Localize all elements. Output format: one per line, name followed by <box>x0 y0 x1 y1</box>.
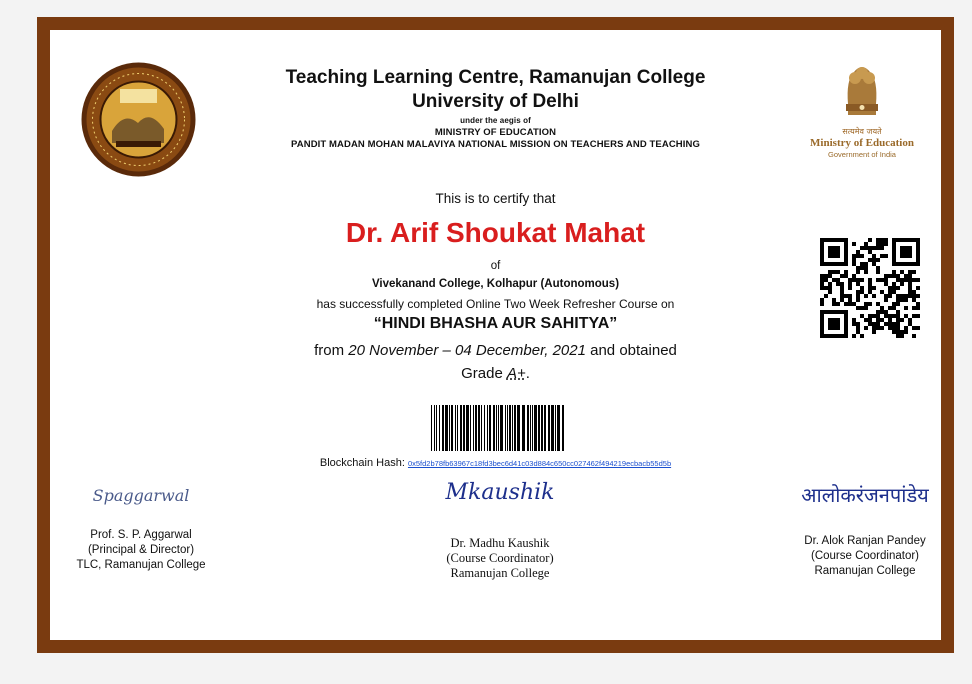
barcode-bar <box>555 405 556 451</box>
qr-module <box>900 334 904 338</box>
barcode-bar <box>507 405 508 451</box>
blockchain-hash-row <box>50 456 941 471</box>
barcode-bar <box>466 405 469 451</box>
qr-module <box>844 250 848 254</box>
qr-module <box>908 254 912 258</box>
course-title: “HINDI BHASHA AUR SAHITYA” <box>373 315 618 332</box>
signatory-name: Dr. Alok Ranjan Pandey <box>804 535 926 547</box>
certify-intro: This is to certify that <box>435 191 556 206</box>
of-label: of <box>490 260 501 272</box>
signatory-kaushik <box>425 474 575 581</box>
from-label: from <box>314 342 345 359</box>
qr-module <box>840 334 844 338</box>
barcode-bar <box>449 405 450 451</box>
barcode-bar <box>505 405 506 451</box>
qr-module <box>852 254 856 258</box>
barcode-bar <box>532 405 533 451</box>
ministry-emblem-logo <box>802 60 922 160</box>
qr-module <box>836 334 840 338</box>
signatory-org: Ramanujan College <box>450 566 550 580</box>
barcode-bar <box>489 405 491 451</box>
qr-module <box>884 254 888 258</box>
emblem-government: Government of India <box>828 150 896 159</box>
barcode-bar <box>522 405 525 451</box>
barcode-bar <box>534 405 537 451</box>
signatory-pandey <box>785 476 945 579</box>
barcode-bar <box>544 405 546 451</box>
qr-module <box>824 334 828 338</box>
header-title: Teaching Learning Centre, Ramanujan College <box>285 67 706 88</box>
barcode-bar <box>498 405 499 451</box>
barcode-bar <box>457 405 458 451</box>
qr-module <box>828 250 832 254</box>
barcode-bar <box>455 405 456 451</box>
qr-module <box>904 250 908 254</box>
barcode-bar <box>496 405 497 451</box>
signature-aggarwal: Spaggarwal <box>92 486 190 505</box>
barcode-bar <box>562 405 564 451</box>
qr-module <box>880 254 884 258</box>
grade-line <box>50 364 941 384</box>
qr-module <box>828 334 832 338</box>
obtained-label: and obtained <box>590 342 677 359</box>
barcode-bar <box>548 405 550 451</box>
header-aegis: under the aegis of <box>460 116 531 125</box>
qr-module <box>832 250 836 254</box>
signatory-role: (Principal & Director) <box>87 544 195 556</box>
signatory-org: TLC, Ramanujan College <box>76 559 206 571</box>
completion-statement: has successfully completed Online Two Week Refresher Course on <box>316 297 675 311</box>
blockchain-hash-link[interactable]: 0x5fd2b78fb63967c18fd3bec6d41c03d884c650cc027462f494219ecbacb55d5b <box>407 459 672 468</box>
barcode-bar <box>557 405 560 451</box>
recipient-institution: Vivekanand College, Kolhapur (Autonomous) <box>371 278 620 290</box>
barcode-bar <box>473 405 474 451</box>
qr-module <box>856 250 860 254</box>
qr-module <box>836 254 840 258</box>
hash-label: Blockchain Hash: <box>319 457 405 469</box>
barcode-bar <box>527 405 529 451</box>
qr-module <box>856 254 860 258</box>
barcode-bar <box>481 405 482 451</box>
barcode-bar <box>442 405 444 451</box>
qr-module <box>900 250 904 254</box>
qr-module <box>820 250 824 254</box>
qr-module <box>836 250 840 254</box>
header-ministry: MINISTRY OF EDUCATION <box>434 127 557 138</box>
signature-pandey: आलोकरंजनपांडेय <box>801 483 929 507</box>
barcode-bar <box>463 405 465 451</box>
barcode-bar <box>484 405 485 451</box>
barcode-bar <box>493 405 495 451</box>
qr-module <box>828 254 832 258</box>
qr-module <box>832 334 836 338</box>
barcode-bar <box>514 405 516 451</box>
certificate-body <box>50 30 941 640</box>
signatory-role: (Course Coordinator) <box>446 551 554 565</box>
grade-value: A+ <box>506 365 526 382</box>
qr-module <box>912 334 916 338</box>
course-dates: 20 November – 04 December, 2021 <box>348 342 586 359</box>
barcode-bar <box>530 405 531 451</box>
certificate-frame <box>37 17 954 653</box>
qr-module <box>868 250 872 254</box>
lion-capital-icon <box>840 60 884 122</box>
qr-module <box>916 250 920 254</box>
barcode-bar <box>551 405 554 451</box>
qr-module <box>820 334 824 338</box>
barcode <box>431 405 566 451</box>
barcode-bar <box>475 405 477 451</box>
barcode-bar <box>434 405 435 451</box>
signatory-org: Ramanujan College <box>814 565 916 577</box>
date-line <box>50 341 941 361</box>
qr-module <box>904 254 908 258</box>
barcode-bar <box>509 405 511 451</box>
barcode-bar <box>512 405 513 451</box>
qr-module <box>860 254 864 258</box>
qr-module <box>896 334 900 338</box>
signatory-name: Prof. S. P. Aggarwal <box>90 529 192 541</box>
qr-module <box>844 334 848 338</box>
barcode-bar <box>541 405 543 451</box>
barcode-bar <box>517 405 520 451</box>
barcode-bar <box>460 405 462 451</box>
signature-kaushik: Mkaushik <box>445 480 555 505</box>
grade-end: . <box>525 365 530 382</box>
grade-label: Grade <box>461 365 503 382</box>
qr-module <box>892 254 896 258</box>
signatory-role: (Course Coordinator) <box>810 550 919 562</box>
recipient-name: Dr. Arif Shoukat Mahat <box>345 217 646 248</box>
barcode-bar <box>470 405 471 451</box>
barcode-bar <box>436 405 437 451</box>
qr-module <box>852 334 856 338</box>
barcode-bar <box>445 405 448 451</box>
qr-module <box>872 254 876 258</box>
qr-module <box>892 250 896 254</box>
barcode-bar <box>538 405 540 451</box>
barcode-bar <box>451 405 453 451</box>
signatory-aggarwal <box>66 478 216 573</box>
barcode-bar <box>439 405 440 451</box>
emblem-ministry-name: Ministry of Education <box>810 137 914 149</box>
header-mission: PANDIT MADAN MOHAN MALAVIYA NATIONAL MISSION ON TEACHERS AND TEACHING <box>291 139 700 150</box>
barcode-bar <box>500 405 503 451</box>
qr-module <box>860 334 864 338</box>
qr-module <box>916 254 920 258</box>
header-university: University of Delhi <box>412 91 579 112</box>
qr-module <box>820 254 824 258</box>
qr-module <box>832 254 836 258</box>
signatory-name: Dr. Madhu Kaushik <box>450 536 550 550</box>
emblem-motto: सत्यमेव जयते <box>842 127 882 136</box>
barcode-bar <box>431 405 432 451</box>
qr-module <box>900 254 904 258</box>
barcode-bar <box>478 405 480 451</box>
barcode-bar <box>487 405 488 451</box>
qr-module <box>844 254 848 258</box>
qr-module <box>908 250 912 254</box>
